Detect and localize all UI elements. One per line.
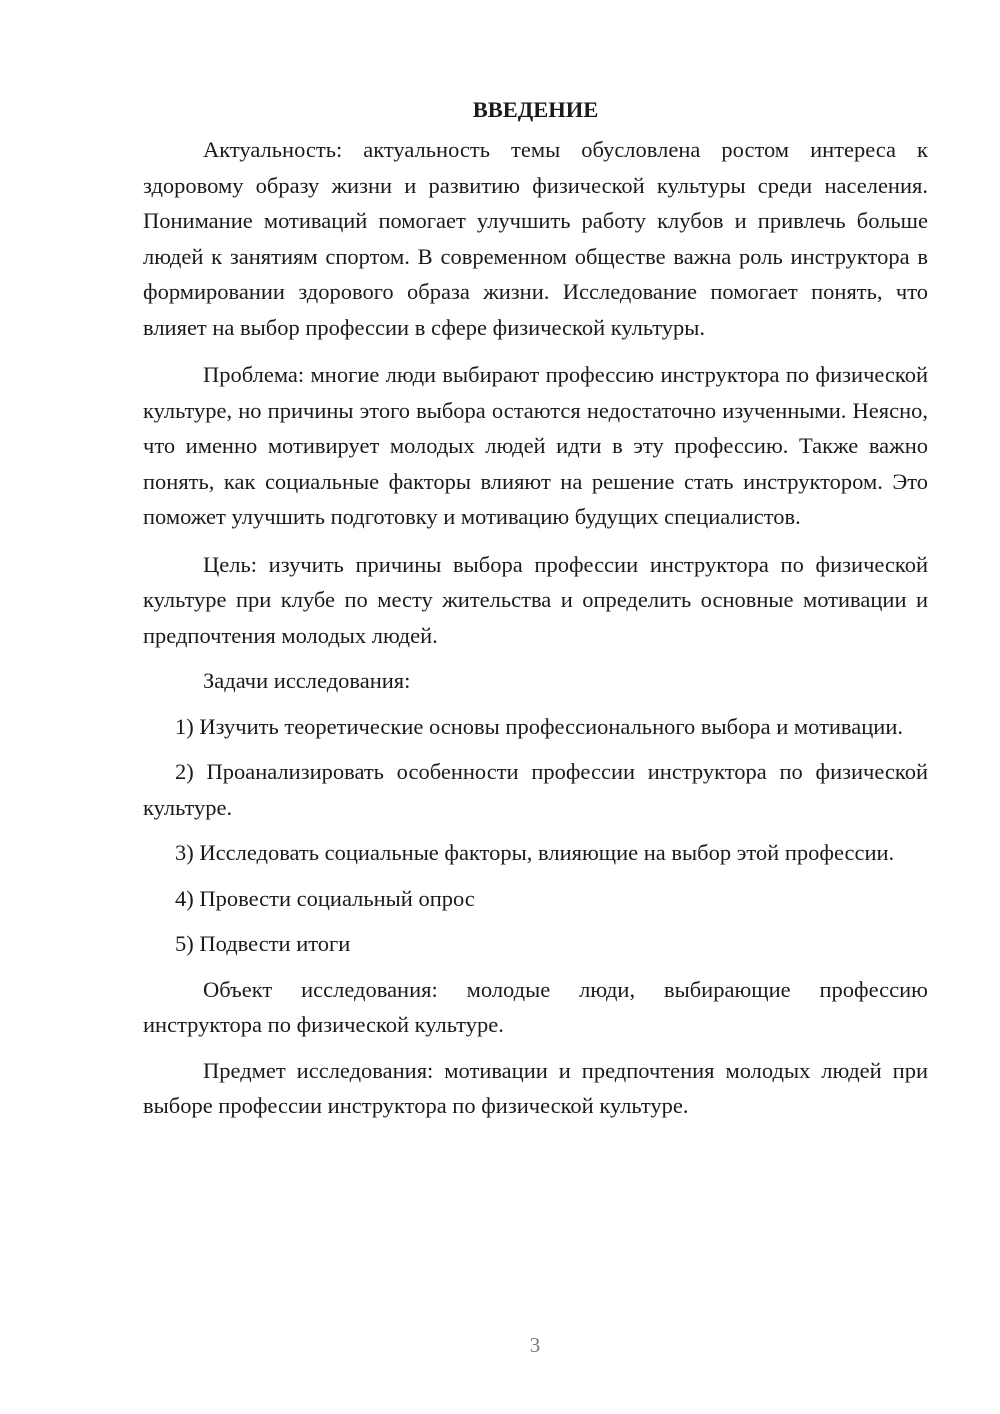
paragraph-subject: Предмет исследования: мотивации и предпочтения молодых людей при выборе профессии инструктора по физической культуре. — [143, 1057, 928, 1118]
section-title: ВВЕДЕНИЕ — [472, 97, 599, 122]
task-item-3: 3) Исследовать социальные факторы, влияющие на выбор этой профессии. — [175, 840, 895, 865]
paragraph-object: Объект исследования: молодые люди, выбирающие профессию инструктора по физической культуре. — [143, 976, 928, 1037]
tasks-list — [143, 709, 928, 962]
document-page — [143, 92, 928, 1124]
page-number: 3 — [529, 1333, 541, 1357]
task-item-4: 4) Провести социальный опрос — [175, 885, 475, 911]
task-item-2: 2) Проанализировать особенности профессии инструктора по физической культуре. — [143, 759, 928, 820]
paragraph-problem: Проблема: многие люди выбирают профессию инструктора по физической культуре, но причины этого выбора остаются недостаточно изученными. Неясно, что именно мотивирует молодых людей идти в эту профессию. Также важно понять, как социальные факторы влияют на решение стать инструктором. Это поможет улучшить подготовку и мотивацию будущих специалистов. — [143, 362, 928, 529]
task-item-1: 1) Изучить теоретические основы профессионального выбора и мотивации. — [175, 713, 903, 739]
paragraph-goal: Цель: изучить причины выбора профессии инструктора по физической культуре при клубе по месту жительства и определить основные мотивации и предпочтения молодых людей. — [143, 551, 928, 648]
paragraph-relevance: Актуальность: актуальность темы обусловлена ростом интереса к здоровому образу жизни и развитию физической культуры среди населения. Понимание мотиваций помогает улучшить работу клубов и привлечь больше людей к занятиям спортом. В современном обществе важна роль инструктора в формировании здорового образа жизни. Исследование помогает понять, что влияет на выбор профессии в сфере физической культуры. — [143, 137, 928, 340]
task-item-5: 5) Подвести итоги — [175, 931, 351, 956]
tasks-heading: Задачи исследования: — [203, 668, 411, 693]
